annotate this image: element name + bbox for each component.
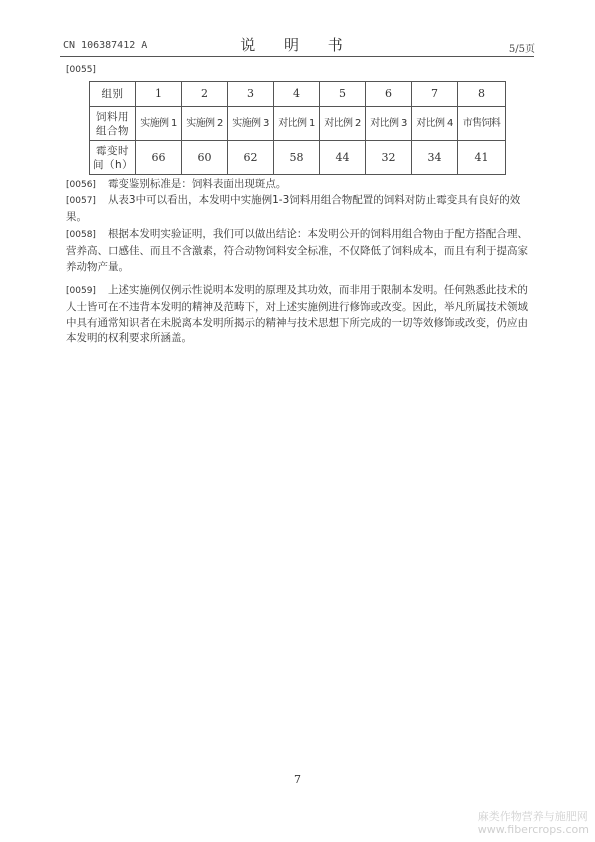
paragraph-0058 — [66, 227, 529, 275]
group-cell: 8 — [458, 82, 506, 107]
group-cell: 1 — [136, 82, 182, 107]
composition-cell: 对比例 1 — [274, 107, 320, 141]
document-title: 说 明 书 — [240, 36, 355, 54]
group-cell: 7 — [412, 82, 458, 107]
watermark-url: www.fibercrops.com — [477, 823, 589, 836]
group-cell: 6 — [366, 82, 412, 107]
mold-time-cell: 32 — [366, 141, 412, 175]
composition-cell: 对比例 4 — [412, 107, 458, 141]
mold-time-cell: 58 — [274, 141, 320, 175]
composition-label-cell: 饲料用组合物 — [90, 107, 136, 141]
mold-time-cell: 60 — [182, 141, 228, 175]
table-row-composition — [90, 107, 506, 141]
table-row-mold-time — [90, 141, 506, 175]
mold-time-cell: 34 — [412, 141, 458, 175]
paragraph-0059 — [66, 283, 529, 347]
paragraph-number: [0059] — [66, 286, 96, 296]
results-table — [89, 81, 506, 175]
group-cell: 4 — [274, 82, 320, 107]
group-cell: 5 — [320, 82, 366, 107]
composition-cell: 市售饲料 — [458, 107, 506, 141]
table-paragraph-number: [0055] — [66, 65, 96, 75]
patent-number: CN 106387412 A — [63, 40, 148, 51]
paragraph-number: [0057] — [66, 196, 96, 206]
mold-time-label-cell: 霉变时间（h） — [90, 141, 136, 175]
paragraph-text: 从表3中可以看出，本发明中实施例1-3饲料用组合物配置的饲料对防止霉变具有良好的效果。 — [66, 194, 521, 223]
composition-cell: 实施例 3 — [228, 107, 274, 141]
group-label-cell: 组别 — [90, 82, 136, 107]
composition-cell: 实施例 2 — [182, 107, 228, 141]
page-number: 7 — [294, 773, 301, 786]
table-header-row — [90, 82, 506, 107]
site-watermark — [478, 810, 589, 836]
paragraph-number: [0058] — [66, 230, 96, 240]
page-count: 5/5页 — [508, 44, 535, 55]
paragraph-number: [0056] — [66, 180, 96, 190]
paragraph-text: 根据本发明实验证明，我们可以做出结论：本发明公开的饲料用组合物由于配方搭配合理、营养高、口感佳、而且不含激素，符合动物饲料安全标准，不仅降低了饲料成本，而且有利于提高家养动物产量。 — [66, 228, 528, 273]
mold-time-cell: 62 — [228, 141, 274, 175]
paragraph-text: 上述实施例仅例示性说明本发明的原理及其功效，而非用于限制本发明。任何熟悉此技术的人士皆可在不违背本发明的精神及范畴下，对上述实施例进行修饰或改变。因此，举凡所属技术领域中具有通常知识者在未脱离本发明所揭示的精神与技术思想下所完成的一切等效修饰或改变，仍应由本发明的权利要求所涵盖。 — [66, 284, 528, 345]
composition-cell: 实施例 1 — [136, 107, 182, 141]
watermark-title: 麻类作物营养与施肥网 — [477, 810, 588, 823]
mold-time-cell: 66 — [136, 141, 182, 175]
group-cell: 2 — [182, 82, 228, 107]
group-cell: 3 — [228, 82, 274, 107]
paragraph-0057 — [66, 193, 529, 226]
mold-time-cell: 41 — [458, 141, 506, 175]
composition-cell: 对比例 3 — [366, 107, 412, 141]
header-rule — [60, 56, 534, 57]
paragraph-text: 霉变鉴别标准是：饲料表面出现斑点。 — [107, 178, 287, 190]
mold-time-cell: 44 — [320, 141, 366, 175]
composition-cell: 对比例 2 — [320, 107, 366, 141]
paragraph-0056 — [66, 177, 529, 194]
